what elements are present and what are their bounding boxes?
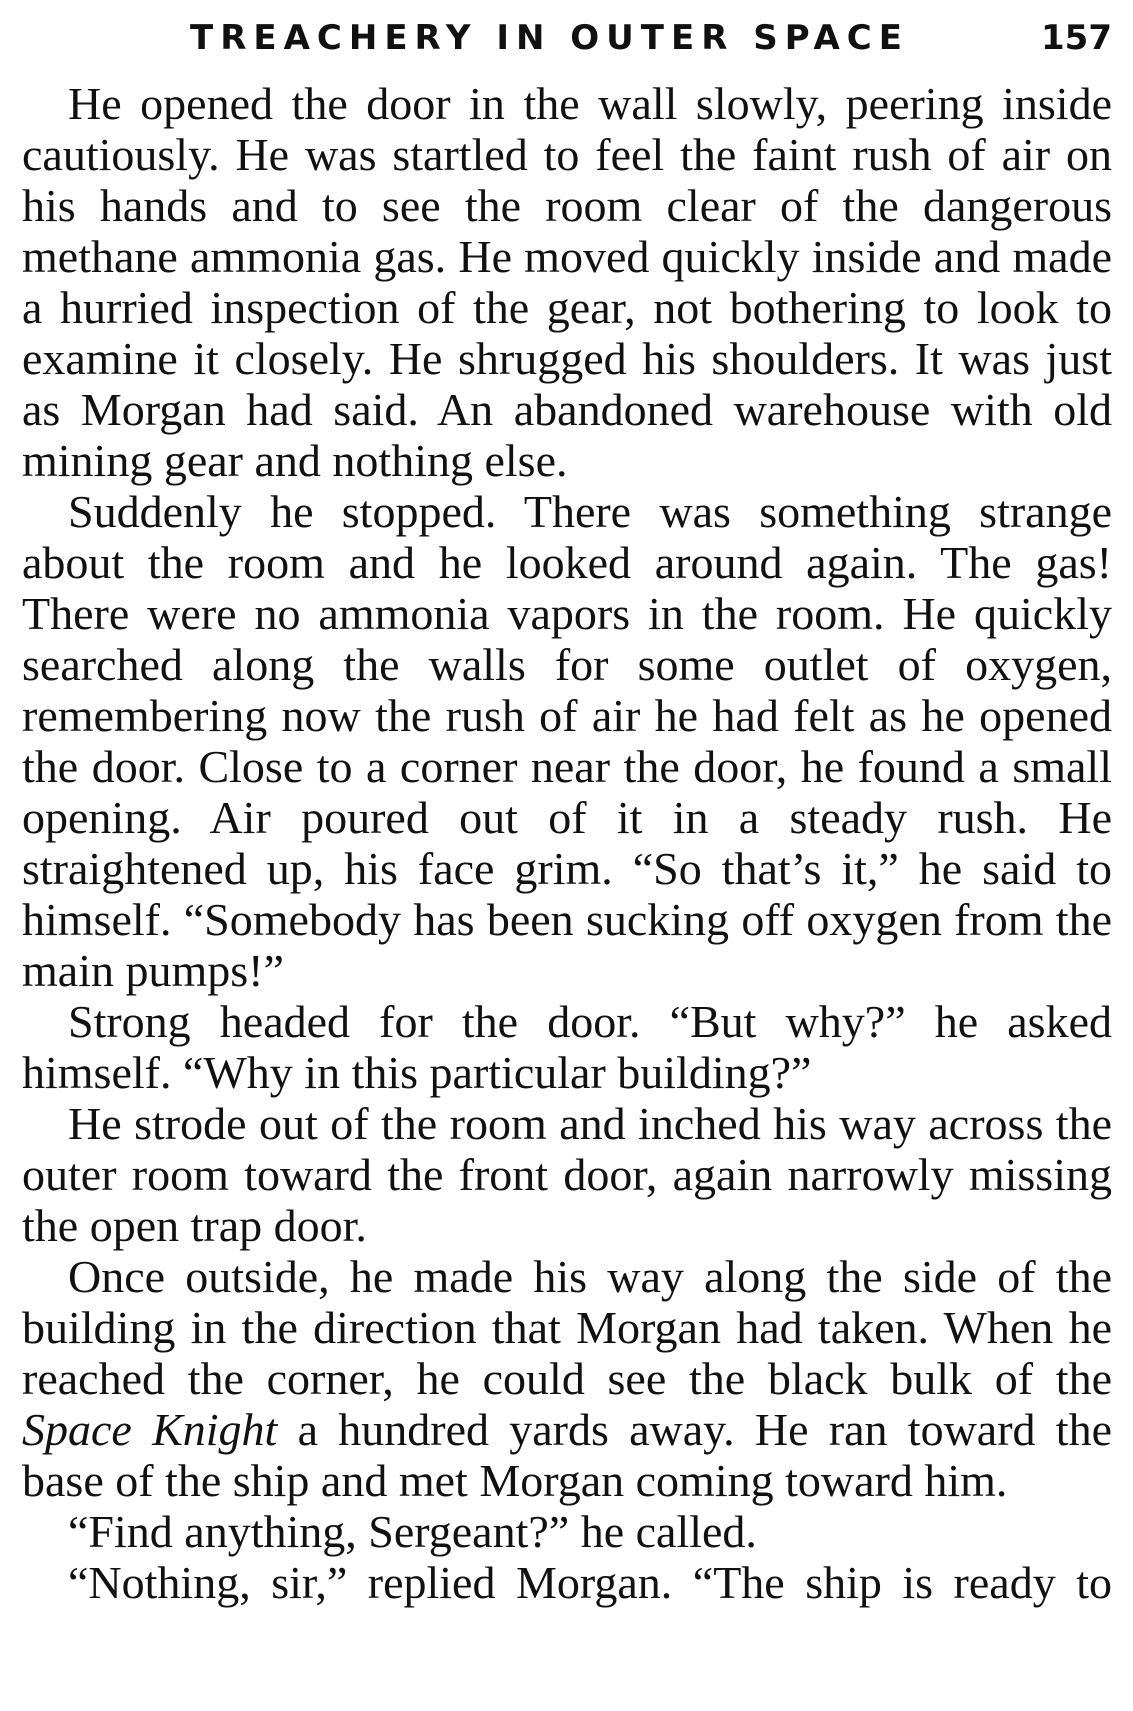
page-number: 157 [1041,18,1112,58]
body-text [22,78,1112,1608]
paragraph-5-text-after: a hundred yards away. He ran toward the base of the ship and met Morgan coming toward him. [22,1404,1112,1506]
paragraph-1: He opened the door in the wall slowly, peering inside cautiously. He was startled to feel the faint rush of air on his hands and to see the room clear of the dangerous methane ammonia gas. He moved quickly inside and made a hurried inspection of the gear, not bothering to look to examine it closely. He shrugged his shoulders. It was just as Morgan had said. An abandoned warehouse with old mining gear and nothing else. [22,78,1112,486]
paragraph-5 [22,1251,1112,1506]
paragraph-5-text-before: Once outside, he made his way along the side of the building in the direction that Morgan had taken. When he reached the corner, he could see the black bulk of the [22,1251,1112,1404]
running-header [22,0,1112,78]
running-title: TREACHERY IN OUTER SPACE [190,18,909,58]
paragraph-2: Suddenly he stopped. There was something strange about the room and he looked around again. The gas! There were no ammonia vapors in the room. He quickly searched along the walls for some outlet of oxygen, remembering now the rush of air he had felt as he opened the door. Close to a corner near the door, he found a small opening. Air poured out of it in a steady rush. He straightened up, his face grim. “So that’s it,” he said to himself. “Somebody has been sucking off oxygen from the main pumps!” [22,486,1112,996]
paragraph-6: “Find anything, Sergeant?” he called. [68,1506,757,1557]
paragraph-4: He strode out of the room and inched his way across the outer room toward the front door, again narrowly missing the open trap door. [22,1098,1112,1251]
book-page [22,0,1112,1711]
ship-name-italic: Space Knight [22,1404,278,1455]
paragraph-7: “Nothing, sir,” replied Morgan. “The ship is ready to [68,1557,1112,1608]
paragraph-3: Strong headed for the door. “But why?” he asked himself. “Why in this particular building?” [22,996,1112,1098]
